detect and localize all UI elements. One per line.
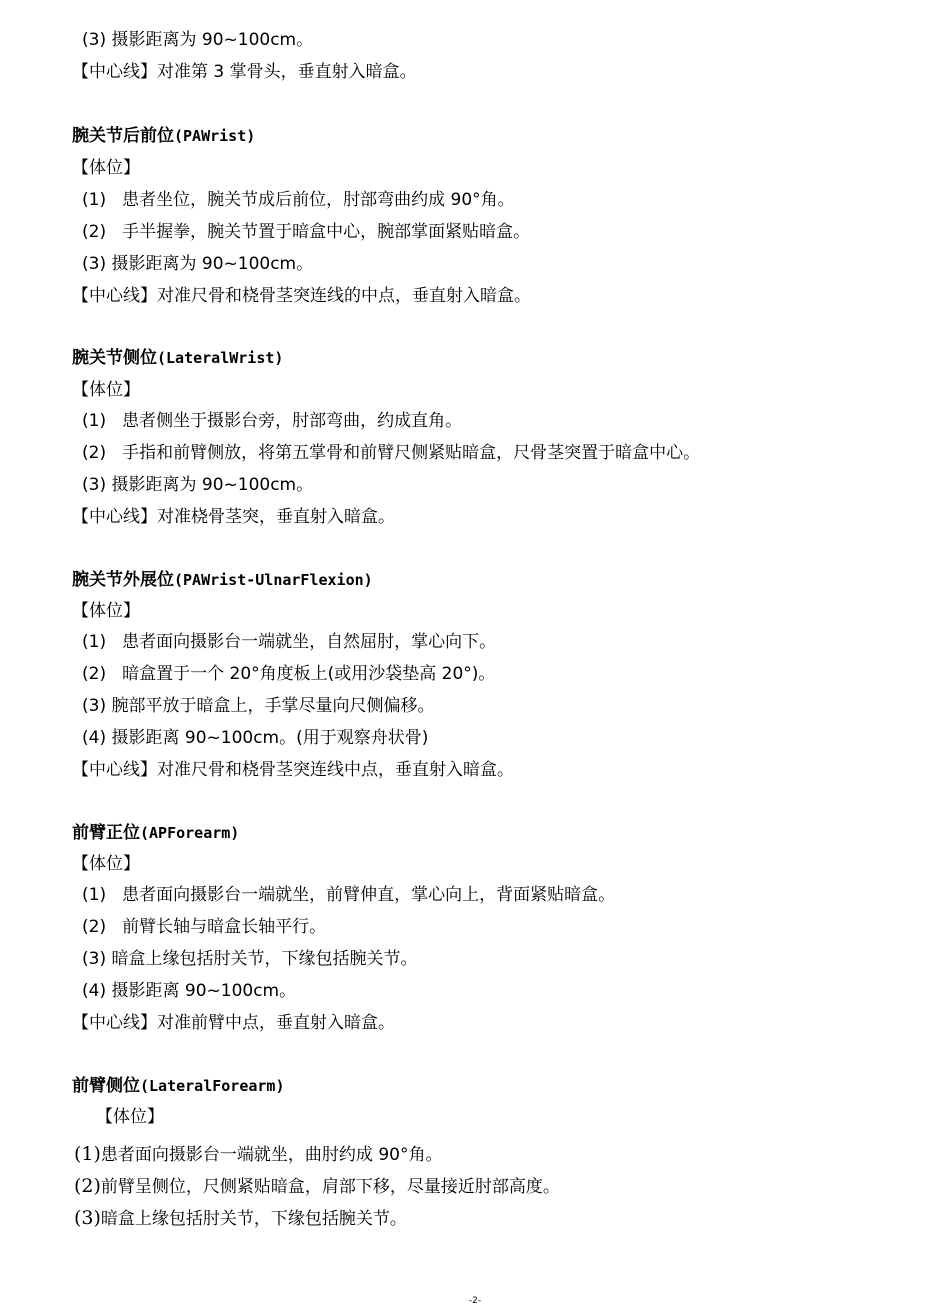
list-item-text: 患者面向摄影台一端就坐，前臂伸直，掌心向上，背面紧贴暗盒。 [122, 885, 616, 905]
list-item-number: (3) [74, 1207, 101, 1229]
position-heading: 【体位】 [72, 380, 140, 400]
section-title-en: (LateralForearm) [140, 1077, 285, 1095]
list-item-number: (2) [74, 1175, 101, 1197]
section-title-cn: 前臂正位 [72, 823, 140, 843]
list-item [74, 1207, 407, 1229]
list-item-text: 患者面向摄影台一端就坐，自然屈肘，掌心向下。 [122, 632, 497, 652]
position-heading: 【体位】 [96, 1107, 164, 1127]
list-item [82, 663, 495, 685]
list-item: (3) 摄影距离为 90~100cm。 [82, 254, 314, 274]
list-item [82, 884, 615, 906]
list-item: (4) 摄影距离 90~100cm。 [82, 981, 297, 1001]
center-line-text: 【中心线】对准尺骨和桡骨茎突连线的中点，垂直射入暗盒。 [72, 286, 531, 306]
list-item [82, 410, 462, 432]
list-item-number: (2) [82, 443, 107, 463]
list-item-text: 前臂长轴与暗盒长轴平行。 [122, 917, 327, 937]
center-line-text: 【中心线】对准桡骨茎突，垂直射入暗盒。 [72, 507, 395, 527]
list-item-number: (1) [82, 190, 107, 210]
list-item-text: 患者侧坐于摄影台旁，肘部弯曲，约成直角。 [122, 411, 463, 431]
list-item [82, 631, 496, 653]
list-item-number: (1) [74, 1143, 101, 1165]
center-line-text: 【中心线】对准第 3 掌骨头，垂直射入暗盒。 [72, 62, 417, 82]
list-item-number: (1) [82, 885, 107, 905]
section-title-cn: 腕关节外展位 [72, 570, 174, 590]
list-item-number: (1) [82, 632, 107, 652]
position-heading: 【体位】 [72, 158, 140, 178]
list-item [82, 442, 700, 464]
section-title-en: (PAWrist) [174, 127, 256, 145]
list-item-text: 患者面向摄影台一端就坐，曲肘约成 90°角。 [100, 1145, 443, 1165]
list-item: (4) 摄影距离 90~100cm。(用于观察舟状骨) [82, 728, 429, 748]
section-title-en: (PAWrist-UlnarFlexion) [174, 571, 373, 589]
list-item-number: (1) [82, 411, 107, 431]
section-title-cn: 腕关节后前位 [72, 126, 174, 146]
page-number: -2- [468, 1296, 482, 1306]
list-item [82, 916, 326, 938]
list-item [74, 1143, 442, 1165]
center-line-text: 【中心线】对准尺骨和桡骨茎突连线中点，垂直射入暗盒。 [72, 760, 514, 780]
list-item-text: 暗盒置于一个 20°角度板上(或用沙袋垫高 20°)。 [122, 664, 496, 684]
list-item: (3) 摄影距离为 90~100cm。 [82, 475, 314, 495]
section-title [72, 822, 239, 844]
center-line-text: 【中心线】对准前臂中点，垂直射入暗盒。 [72, 1013, 395, 1033]
section-title-en: (LateralWrist) [157, 349, 284, 367]
position-heading: 【体位】 [72, 854, 140, 874]
text-line: (3) 摄影距离为 90~100cm。 [82, 30, 314, 50]
list-item-text: 患者坐位，腕关节成后前位，肘部弯曲约成 90°角。 [122, 190, 515, 210]
list-item-text: 手指和前臂侧放，将第五掌骨和前臂尺侧紧贴暗盒，尺骨茎突置于暗盒中心。 [122, 443, 701, 463]
section-title-en: (APForearm) [140, 824, 240, 842]
section-title [72, 125, 255, 147]
list-item [74, 1175, 560, 1197]
position-heading: 【体位】 [72, 601, 140, 621]
section-title [72, 347, 283, 369]
list-item-text: 暗盒上缘包括肘关节，下缘包括腕关节。 [100, 1209, 407, 1229]
list-item [82, 189, 515, 211]
list-item-text: 前臂呈侧位，尺侧紧贴暗盒，肩部下移，尽量接近肘部高度。 [100, 1177, 560, 1197]
list-item-number: (2) [82, 222, 107, 242]
section-title [72, 1075, 285, 1097]
list-item-number: (2) [82, 917, 107, 937]
list-item-number: (2) [82, 664, 107, 684]
list-item: (3) 腕部平放于暗盒上，手掌尽量向尺侧偏移。 [82, 696, 435, 716]
list-item: (3) 暗盒上缘包括肘关节，下缘包括腕关节。 [82, 949, 418, 969]
section-title [72, 569, 373, 591]
list-item-text: 手半握拳，腕关节置于暗盒中心，腕部掌面紧贴暗盒。 [122, 222, 531, 242]
section-title-cn: 前臂侧位 [72, 1076, 140, 1096]
section-title-cn: 腕关节侧位 [72, 348, 157, 368]
list-item [82, 221, 530, 243]
